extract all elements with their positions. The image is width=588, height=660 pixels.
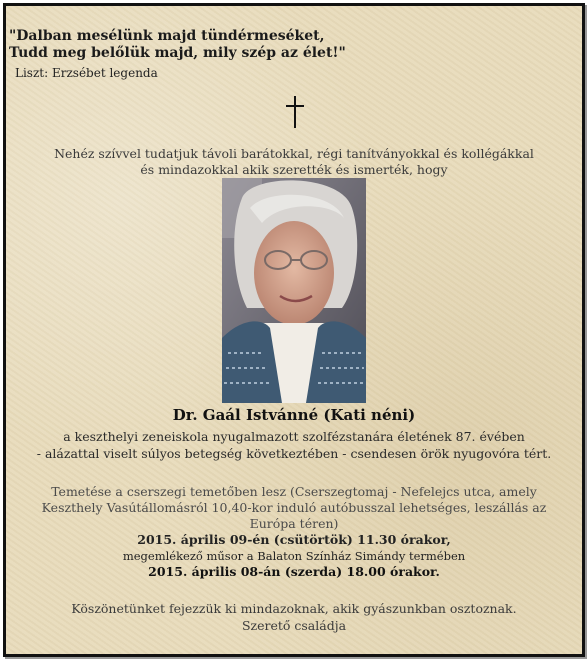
announcement-line-2: és mindazokkal akik szerették és ismerték, hogy <box>140 162 448 177</box>
thanks-line: Köszönetünket fejezzük ki mindazoknak, akik gyászunkban osztoznak. <box>71 601 517 616</box>
family-signature: Szerető családja <box>241 618 347 633</box>
cross-icon <box>284 96 306 128</box>
deceased-name: Dr. Gaál Istvánné (Kati néni) <box>172 406 416 424</box>
epigraph-quote <box>9 28 346 62</box>
thanks-text <box>0 600 588 634</box>
deceased-line-2: - alázattal viselt súlyos betegség következtében - csendesen örök nyugovóra tért. <box>36 446 552 461</box>
memorial-program: megemlékező műsor a Balaton Színház Simándy termében <box>122 549 466 563</box>
announcement-text <box>0 146 588 178</box>
funeral-info <box>0 484 588 580</box>
memorial-date: 2015. április 08-án (szerda) 18.00 órakor. <box>148 564 440 579</box>
funeral-line-1: Temetése a cserszegi temetőben lesz (Cserszegtomaj - Nefelejcs utca, amely <box>51 484 537 499</box>
funeral-date: 2015. április 09-én (csütörtök) 11.30 órakor, <box>137 532 451 547</box>
portrait-illustration <box>222 178 366 403</box>
quote-line-1: "Dalban mesélünk majd tündérmeséket, <box>9 28 325 44</box>
quote-attribution: Liszt: Erzsébet legenda <box>15 66 158 80</box>
funeral-line-2: Keszthely Vasútállomásról 10,40-kor induló autóbusszal lehetséges, leszállás az <box>41 500 547 515</box>
portrait-photo <box>222 178 366 403</box>
quote-line-2: Tudd meg belőlük majd, mily szép az élet!" <box>9 45 346 61</box>
funeral-line-3: Európa téren) <box>249 516 339 531</box>
deceased-details <box>0 428 588 462</box>
deceased-line-1: a keszthelyi zeneiskola nyugalmazott szolfézstanára életének 87. évében <box>63 429 525 444</box>
announcement-line-1: Nehéz szívvel tudatjuk távoli barátokkal, régi tanítványokkal és kollégákkal <box>54 146 534 161</box>
